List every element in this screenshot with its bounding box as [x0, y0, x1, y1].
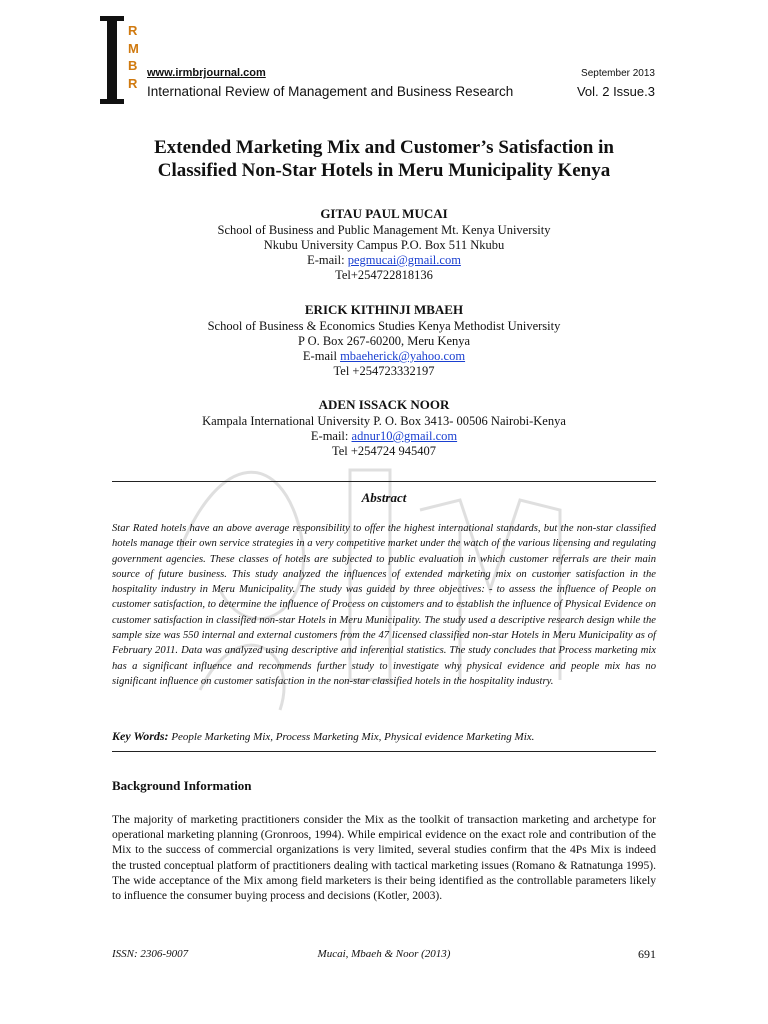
logo-letter: R	[128, 23, 138, 38]
author-block	[100, 302, 668, 379]
journal-url-link[interactable]: www.irmbrjournal.com	[147, 67, 266, 79]
author-name: ADEN ISSACK NOOR	[318, 397, 450, 412]
logo-letter: R	[128, 75, 138, 91]
author-email-link[interactable]: mbaeherick@yahoo.com	[340, 349, 466, 363]
journal-title: International Review of Management and Business Research	[147, 84, 514, 99]
logo-letter: M	[128, 40, 139, 56]
author-name: GITAU PAUL MUCAI	[320, 206, 448, 221]
author-affiliation: School of Business & Economics Studies Kenya Methodist University	[207, 319, 561, 333]
journal-logo-i	[100, 16, 124, 104]
author-phone: Tel +254724 945407	[331, 444, 437, 458]
author-block	[100, 206, 668, 283]
author-affiliation: Nkubu University Campus P.O. Box 511 Nkubu	[263, 238, 505, 252]
author-phone: Tel +254723332197	[333, 364, 435, 378]
paper-title-line: Classified Non-Star Hotels in Meru Municipality Kenya	[157, 160, 611, 181]
divider-rule	[112, 481, 656, 482]
email-label: E-mail	[302, 349, 341, 363]
author-email-line	[100, 429, 668, 444]
footer-authors: Mucai, Mbaeh & Noor (2013)	[317, 948, 451, 960]
author-phone: Tel+254722818136	[335, 268, 433, 282]
author-name: ERICK KITHINJI MBAEH	[304, 302, 464, 317]
email-label: E-mail:	[310, 429, 352, 443]
author-email-line	[100, 349, 668, 364]
author-email-line	[100, 253, 668, 268]
abstract-heading: Abstract	[361, 490, 407, 505]
author-email-link[interactable]: adnur10@gmail.com	[351, 429, 458, 443]
section-heading: Background Information	[112, 778, 252, 793]
keywords-list: People Marketing Mix, Process Marketing Mix, Physical evidence Marketing Mix.	[171, 731, 535, 743]
footer-issn: ISSN: 2306-9007	[112, 948, 189, 960]
paper-title	[100, 136, 668, 182]
volume-issue: Vol. 2 Issue.3	[576, 84, 655, 99]
journal-logo-letters	[128, 22, 148, 92]
author-affiliation: School of Business and Public Management Mt. Kenya University	[217, 223, 551, 237]
abstract-body: Star Rated hotels have an above average responsibility to offer the highest international standards, but the non-star classified hotels manage their own service strategies in a very competitive market under the watch of the various licensing and regulating government agencies. These classes of hotels are subjected to public evaluation in which customer referrals are their main source of future business. This study analyzed the influences of extended marketing mix on customer satisfaction in the hospitality industry in Meru Municipality. The study was guided by three objectives: - to assess the influence of People on customer satisfaction, to determine the influence of Process on customers and to establish the influence of Physical Evidence on customer satisfaction in classified non-star Hotels in Meru Municipality. The study used a descriptive research design while the sample size was 550 internal and external customers from the 47 licensed classified non-star Hotels in Meru Municipality as of February 2011. Data was analyzed using descriptive and inferential statistics. The study concludes that Process marketing mix has a significant influence and recommends further study to investigate why physical evidence and people mix has no significant influence on customer satisfaction in the non-star classified hotels in the hospitality industry.	[112, 523, 656, 687]
keywords-label: Key Words:	[112, 729, 169, 743]
email-label: E-mail:	[307, 253, 348, 267]
paper-title-line: Extended Marketing Mix and Customer’s Satisfaction in	[154, 137, 614, 158]
author-email-link[interactable]: pegmucai@gmail.com	[347, 253, 461, 267]
divider-rule	[112, 751, 656, 752]
issue-date: September 2013	[581, 68, 655, 79]
page-number: 691	[638, 947, 656, 961]
section-body: The majority of marketing practitioners consider the Mix as the toolkit of transaction marketing and archetype for operational marketing planning (Gronroos, 1994). While empirical evidence on the exact role and contribution of the Mix to the success of commercial organizations is very limited, several studies confirm that the 4Ps Mix is indeed the trusted conceptual platform of practitioners dealing with tactical marketing issues (Romano & Ratnatunga 1995). The wide acceptance of the Mix among field marketers is their being identified as the controllable parameters likely to influence the consumer buying process and decisions (Kotler, 2003).	[112, 813, 656, 903]
author-affiliation: P O. Box 267-60200, Meru Kenya	[297, 334, 471, 348]
author-affiliation: Kampala International University P. O. Box 3413- 00506 Nairobi-Kenya	[202, 414, 566, 428]
keywords-line	[112, 729, 672, 744]
author-block	[100, 397, 668, 459]
logo-letter: B	[128, 58, 138, 73]
